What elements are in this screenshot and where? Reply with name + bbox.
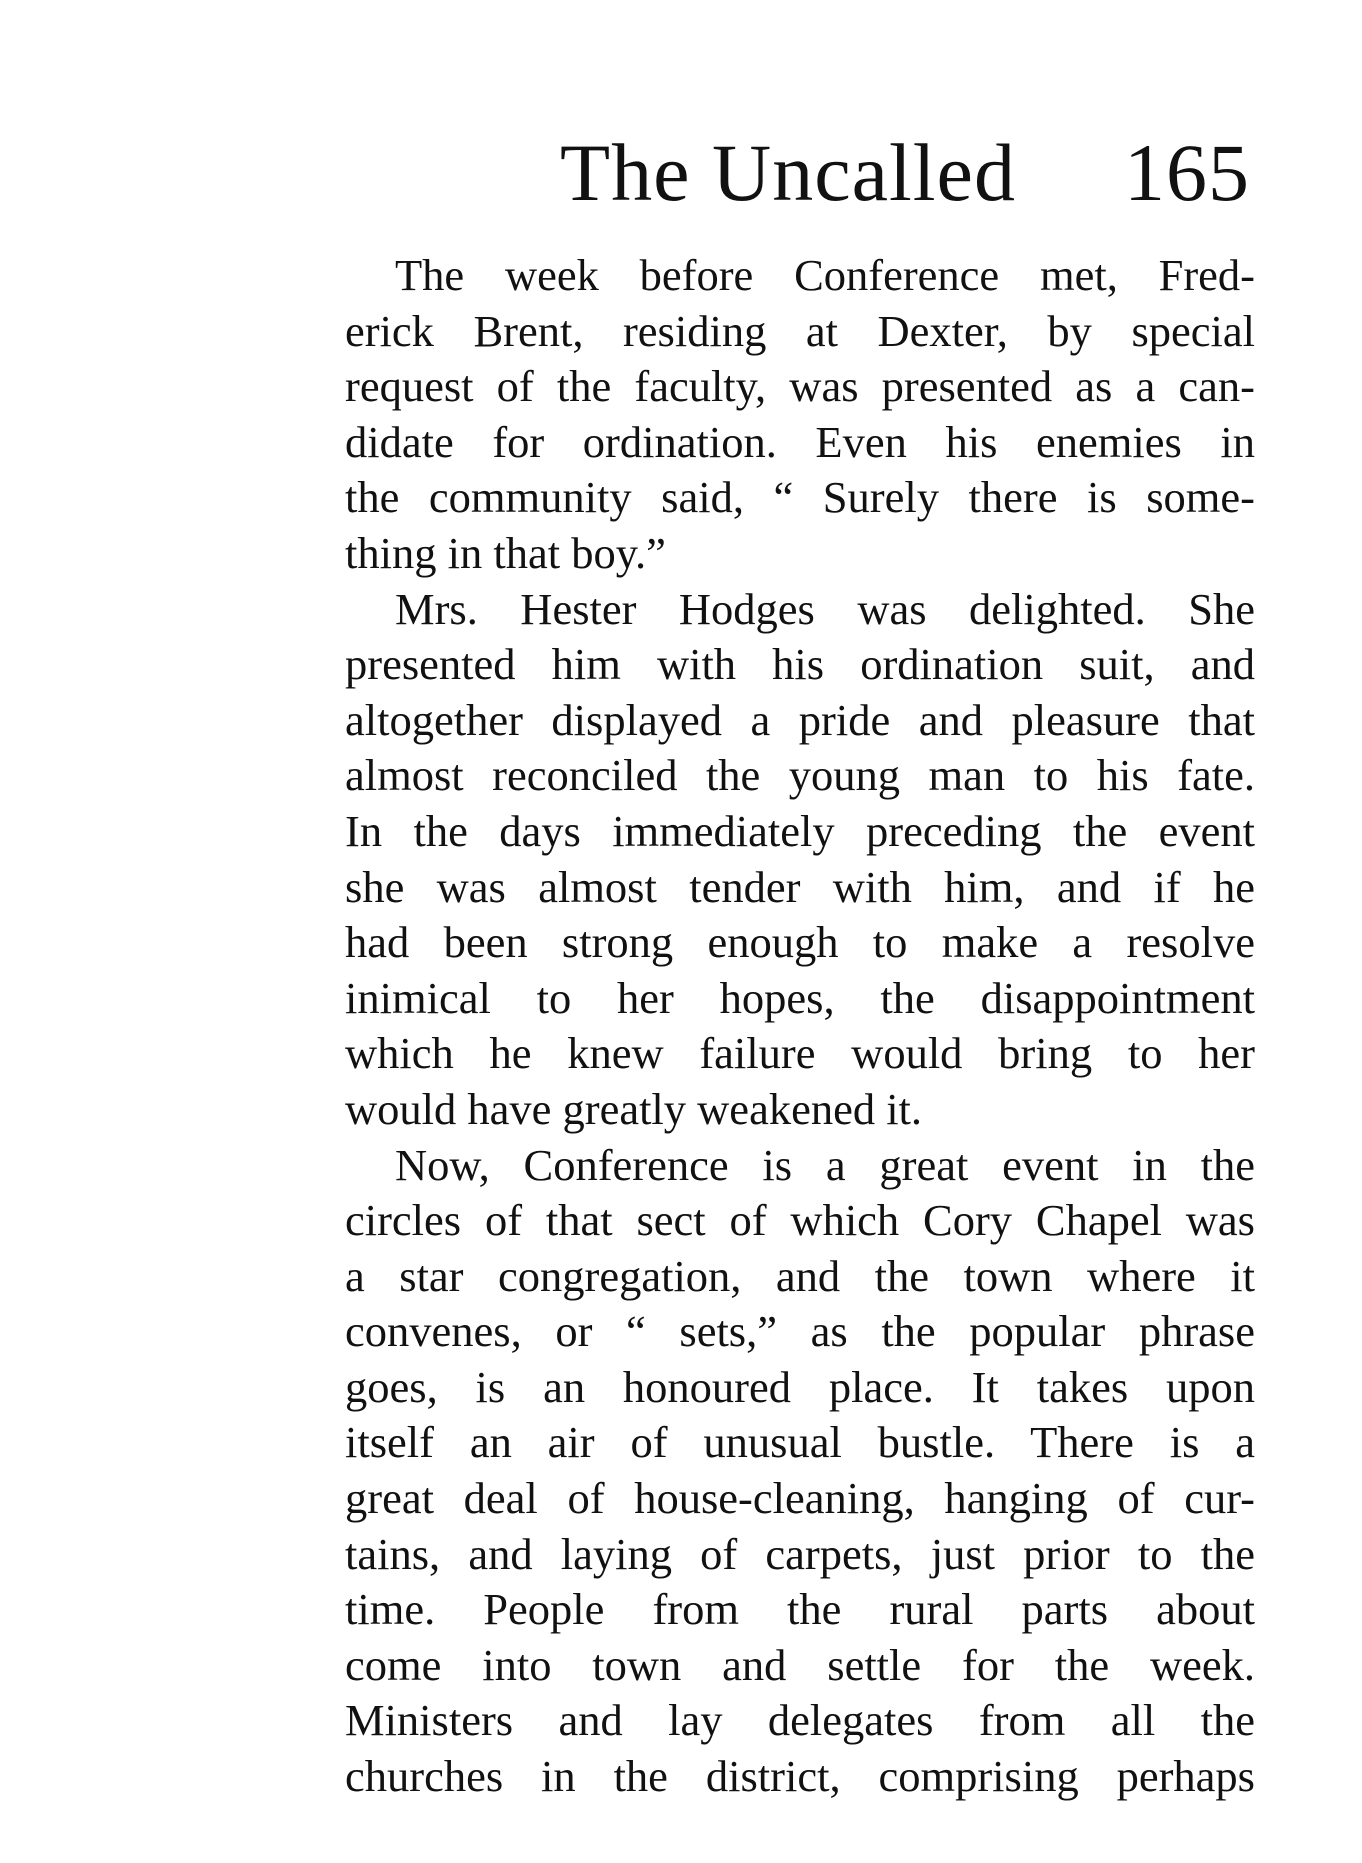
text-line: the community said, “ Surely there is some- [345,472,1255,523]
text-line: In the days immediately preceding the event [345,805,1255,856]
text-line: Ministers and lay delegates from all the [345,1695,1255,1746]
text-line: great deal of house-cleaning, hanging of cur- [345,1473,1255,1524]
paragraph [345,582,1255,1138]
text-line: had been strong enough to make a resolve [345,917,1255,968]
text-line: inimical to her hopes, the disappointment [345,972,1255,1023]
text-line: thing in that boy.” [345,527,666,578]
text-line: request of the faculty, was presented as a can- [345,361,1255,412]
text-line: almost reconciled the young man to his fate. [345,750,1255,801]
text-line: would have greatly weakened it. [345,1083,923,1134]
text-line: Mrs. Hester Hodges was delighted. She [395,583,1255,634]
text-line: she was almost tender with him, and if he [345,861,1255,912]
text-line: The week before Conference met, Fred- [395,250,1255,300]
text-line: tains, and laying of carpets, just prior to the [345,1528,1255,1579]
text-line: goes, is an honoured place. It takes upon [345,1361,1255,1412]
page-number: 165 [1124,127,1250,218]
text-line: presented him with his ordination suit, and [345,639,1255,690]
paragraph [345,248,1255,582]
body-text [345,248,1255,1805]
text-line: time. People from the rural parts about [345,1584,1255,1635]
text-line: which he knew failure would bring to her [345,1028,1255,1079]
text-line: Now, Conference is a great event in the [395,1139,1255,1190]
text-line: convenes, or “ sets,” as the popular phrase [345,1306,1255,1357]
text-line: erick Brent, residing at Dexter, by special [345,305,1255,356]
paragraph [345,1138,1255,1805]
text-line: churches in the district, comprising perhaps [345,1751,1255,1802]
text-line: circles of that sect of which Cory Chapel was [345,1195,1255,1246]
running-head [560,128,1250,218]
text-line: come into town and settle for the week. [345,1639,1255,1690]
text-line: altogether displayed a pride and pleasure that [345,694,1255,745]
text-line: didate for ordination. Even his enemies in [345,416,1255,467]
text-line: itself an air of unusual bustle. There is a [345,1417,1255,1468]
text-line: a star congregation, and the town where it [345,1250,1255,1301]
running-head-title: The Uncalled [560,127,1016,218]
